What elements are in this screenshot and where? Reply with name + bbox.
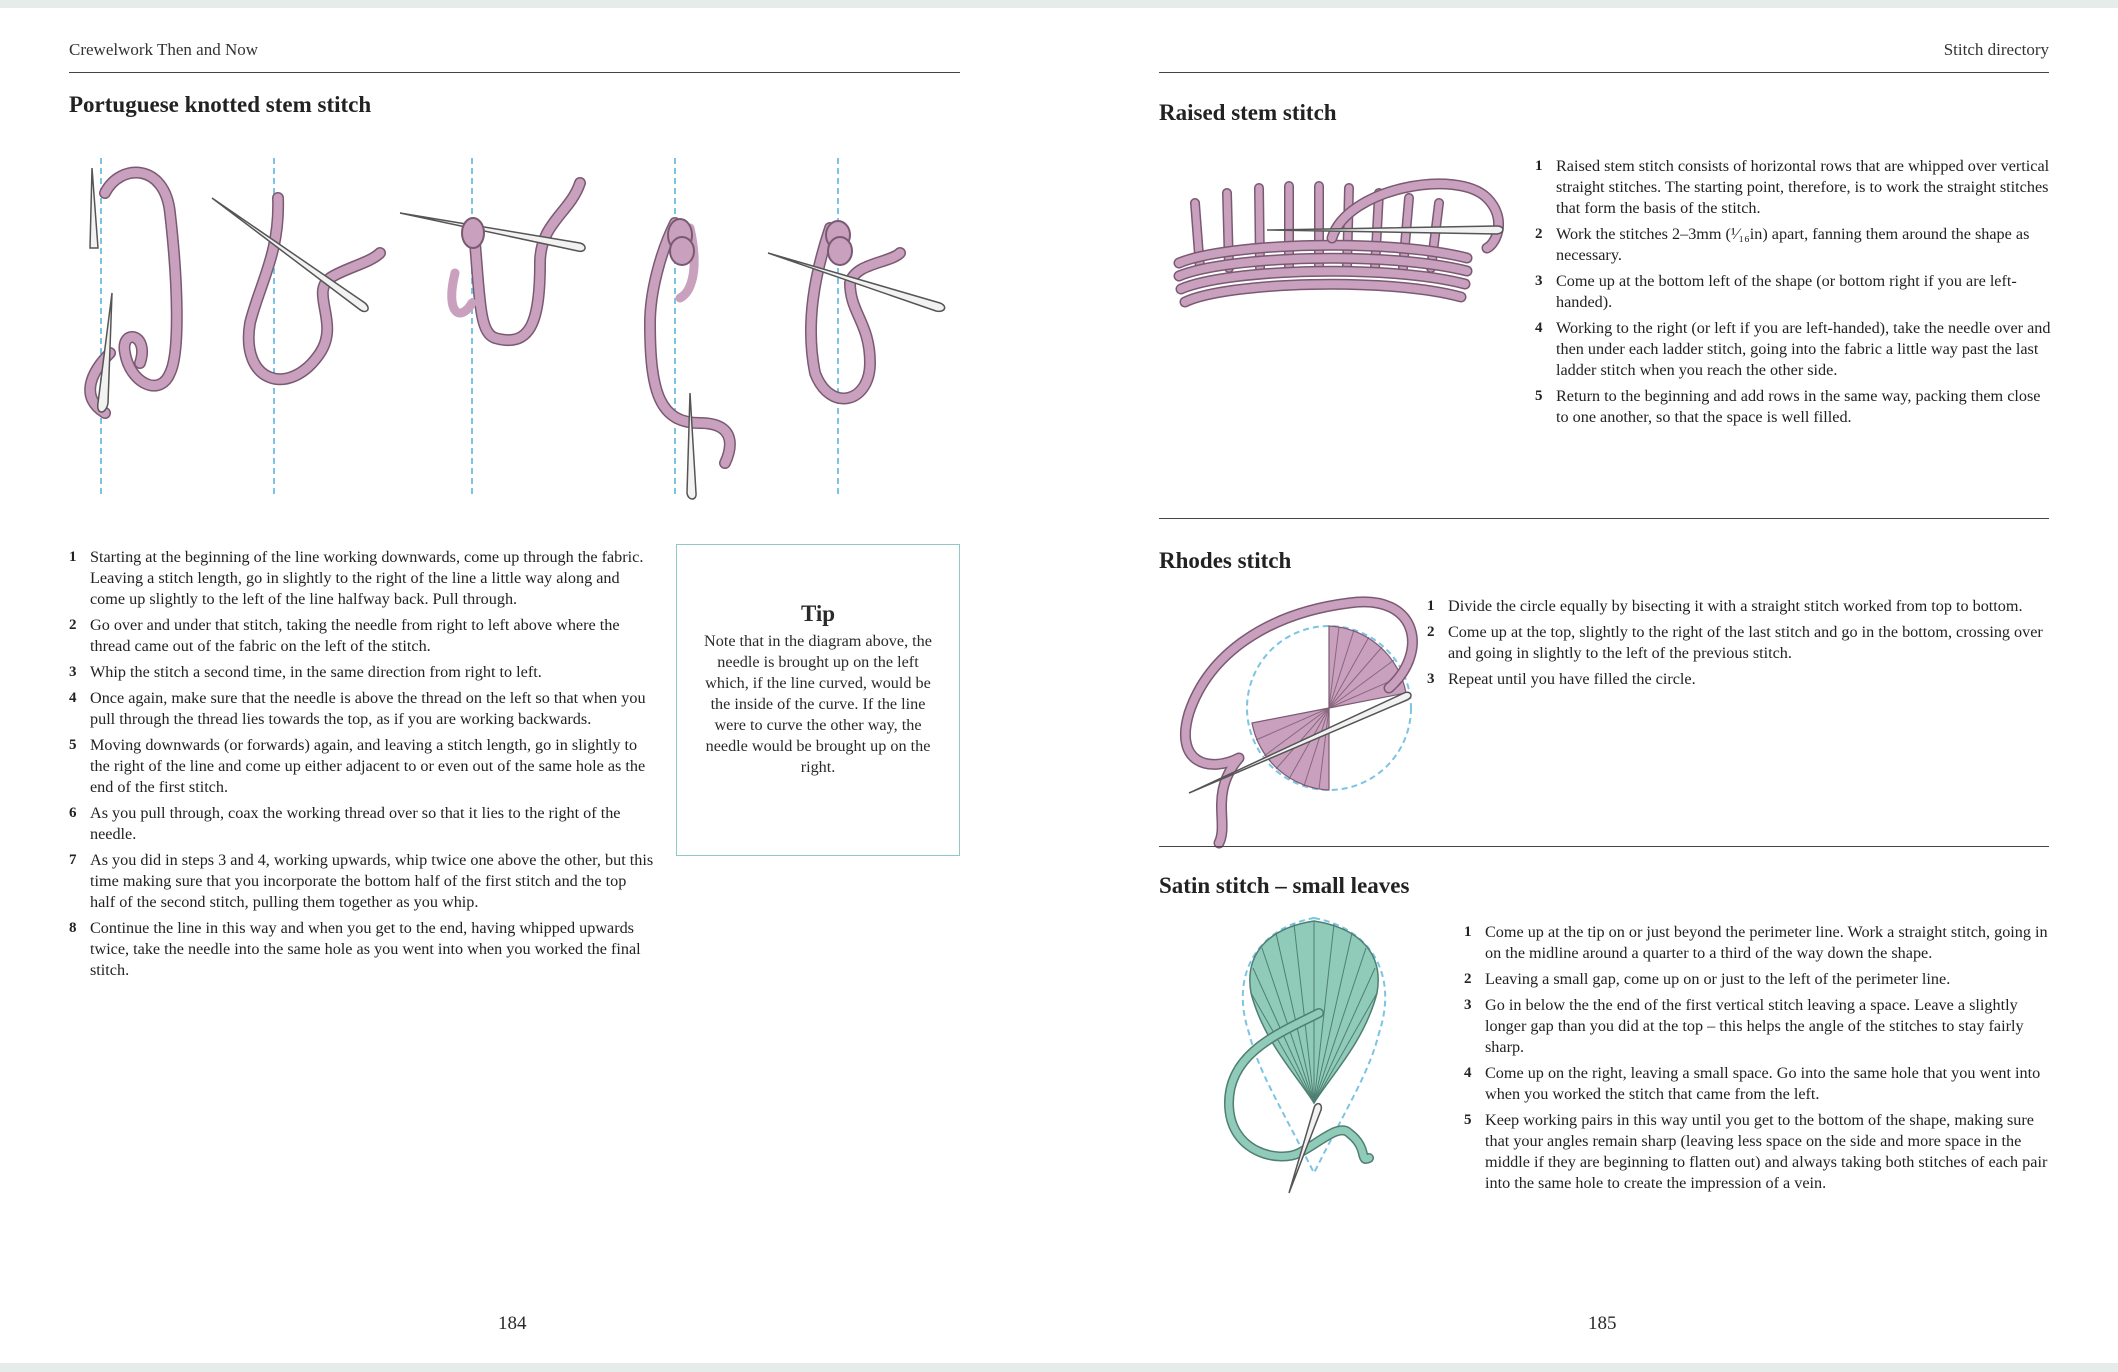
list-item: 2 Come up at the top, slightly to the right of the last stitch and go in the bottom, crossing over and going in slightly to the left of the previous stitch. bbox=[1427, 623, 2043, 662]
list-item: 3 Come up at the bottom left of the shape (or bottom right if you are left-handed). bbox=[1535, 272, 2017, 311]
list-item: 4 Working to the right (or left if you are left-handed), take the needle over and then under each ladder stitch, going into the fabric a little way past the last ladder stitch when you reach the other side. bbox=[1535, 319, 2051, 379]
tip-text: Note that in the diagram above, the needle is brought up on the left which, if the line curved, would be the inside of the curve. If the line were to curve the other way, the needle would be brought up on the right. bbox=[704, 632, 932, 776]
raised-stem-title: Raised stem stitch bbox=[1159, 100, 1337, 125]
list-item: 5 Keep working pairs in this way until you get to the bottom of the shape, making sure that your angles remain sharp (leaving less space on the side and more space in the middle if they are beginning to flatten out) and always taking both stitches of each pair into the same hole to create the impression of a vein. bbox=[1464, 1111, 2048, 1192]
step-5-thread bbox=[768, 221, 945, 398]
list-item: 1 Raised stem stitch consists of horizontal rows that are whipped over vertical straight stitches. The starting point, therefore, is to work the straight stitches that form the basis of the stitch. bbox=[1535, 157, 2050, 217]
step-4-thread bbox=[650, 219, 730, 499]
running-head-left: Crewelwork Then and Now bbox=[69, 40, 259, 59]
list-item: 6 As you pull through, coax the working thread over so that it lies to the right of the needle. bbox=[69, 804, 621, 843]
step-1-thread bbox=[90, 168, 177, 413]
rhodes-steps-list bbox=[1427, 596, 2047, 695]
list-item: 5 Moving downwards (or forwards) again, and leaving a stitch length, go in slightly to the right of the line and come up either adjacent to or even out of the same hole as the end of the first stitch. bbox=[69, 736, 646, 796]
header-rule-left bbox=[69, 72, 960, 73]
tip-title: Tip bbox=[800, 601, 836, 626]
header-rule-right bbox=[1159, 72, 2049, 73]
list-item: 7 As you did in steps 3 and 4, working upwards, whip twice one above the other, but this time making sure that you incorporate the bottom half of the first stitch and the top half of the second stitch, pulling them together as you whip. bbox=[69, 851, 654, 911]
rhodes-illustration bbox=[1169, 593, 1439, 843]
list-item: 4 Once again, make sure that the needle is above the thread on the left so that when you pull through the thread lies towards the top, as if you are working backwards. bbox=[69, 689, 646, 728]
satin-leaf-illustration bbox=[1209, 913, 1449, 1198]
page-number-left: 184 bbox=[498, 1313, 527, 1334]
step-3-thread bbox=[400, 183, 585, 340]
page-number-right: 185 bbox=[1588, 1313, 1617, 1334]
list-item: 5 Return to the beginning and add rows in the same way, packing them close to one another, so that the space is well filled. bbox=[1535, 387, 2041, 426]
rhodes-title: Rhodes stitch bbox=[1159, 548, 1292, 573]
section-rule-1 bbox=[1159, 518, 2049, 519]
step-2-thread bbox=[212, 198, 380, 379]
raised-stem-illustration bbox=[1167, 168, 1567, 338]
list-item: 2 Leaving a small gap, come up on or just to the left of the perimeter line. bbox=[1464, 970, 1951, 988]
list-item: 3 Whip the stitch a second time, in the same direction from right to left. bbox=[69, 663, 542, 681]
list-item: 4 Come up on the right, leaving a small space. Go into the same hole that you went into when you worked the stitch that came from the left. bbox=[1464, 1064, 2041, 1103]
running-head-right: Stitch directory bbox=[1943, 40, 2049, 59]
portuguese-knotted-stem-illustration bbox=[60, 153, 960, 503]
list-item: 2 Work the stitches 2–3mm (¹⁄₁₆in) apart, fanning them around the shape as necessary. bbox=[1535, 225, 2030, 264]
satin-steps-list bbox=[1464, 922, 2054, 1199]
portuguese-stitch-title: Portuguese knotted stem stitch bbox=[69, 92, 372, 117]
list-item: 1 Come up at the tip on or just beyond the perimeter line. Work a straight stitch, going in on the midline around a quarter to a third of the way down the shape. bbox=[1464, 923, 2048, 962]
list-item: 3 Repeat until you have filled the circle. bbox=[1427, 670, 1696, 688]
right-page bbox=[1059, 8, 2118, 1363]
list-item: 1 Divide the circle equally by bisecting it with a straight stitch worked from top to bottom. bbox=[1427, 597, 2023, 615]
raised-stem-steps-list bbox=[1535, 156, 2053, 433]
portuguese-steps-list bbox=[69, 547, 655, 986]
satin-title: Satin stitch – small leaves bbox=[1159, 873, 1410, 898]
list-item: 1 Starting at the beginning of the line working downwards, come up through the fabric. Leaving a stitch length, go in slightly to the right of the line a little way along and come up slightly to the left of the line halfway back. Pull through. bbox=[69, 548, 644, 608]
list-item: 2 Go over and under that stitch, taking the needle from right to left above where the thread came out of the fabric on the left of the stitch. bbox=[69, 616, 620, 655]
book-spread bbox=[0, 8, 2118, 1363]
left-page bbox=[0, 8, 1059, 1363]
list-item: 3 Go in below the the end of the first vertical stitch leaving a space. Leave a slightly longer gap than you did at the top – this helps the angle of the stitches to stay fairly sharp. bbox=[1464, 996, 2024, 1056]
section-rule-2 bbox=[1159, 846, 2049, 847]
list-item: 8 Continue the line in this way and when you get to the end, having whipped upwards twice, take the needle into the same hole as you went into when you worked the final stitch. bbox=[69, 919, 641, 979]
tip-box bbox=[676, 544, 960, 856]
